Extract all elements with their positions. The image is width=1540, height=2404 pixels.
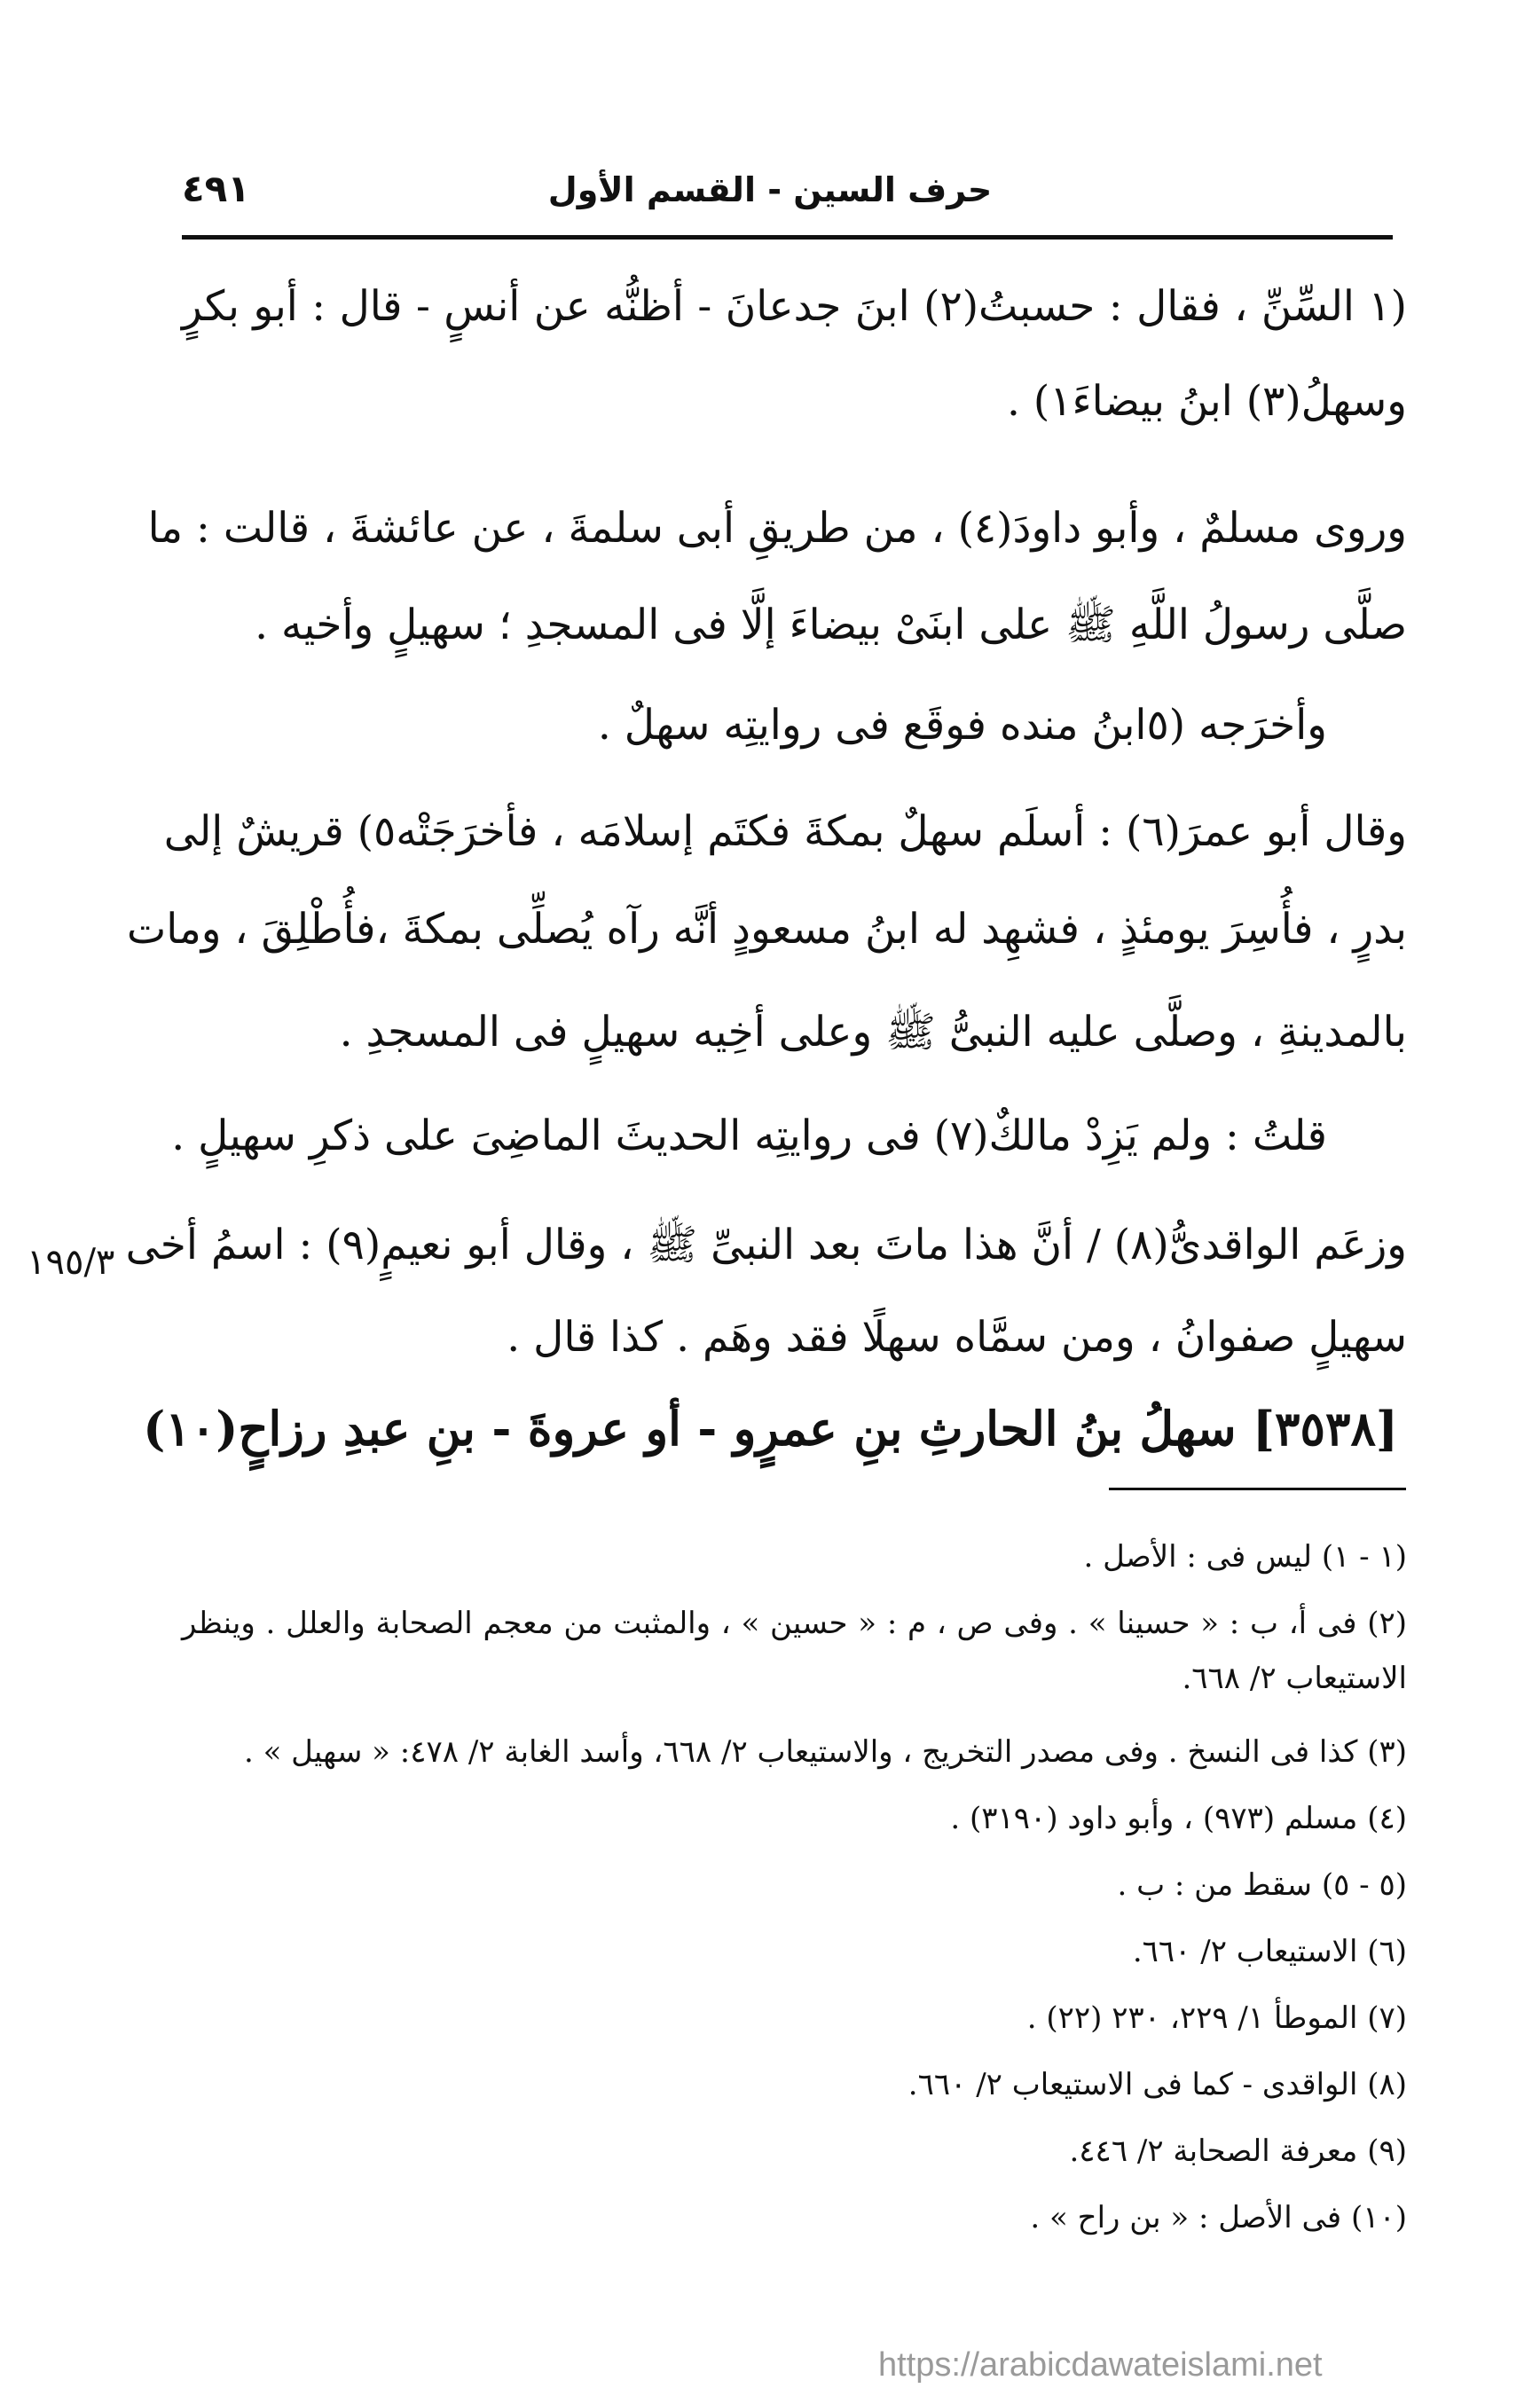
- body-line: بدرٍ ، فأُسِرَ يومئذٍ ، فشهِد له ابنُ مسعودٍ أنَّه رآه يُصلِّى بمكةَ ،فأُطْلِقَ ، ومات: [127, 905, 1407, 954]
- footnote: (٦) الاستيعاب ٢/ ٦٦٠.: [1132, 1934, 1407, 1969]
- body-line: سهيلٍ صفوانُ ، ومن سمَّاه سهلًا فقد وهَم . كذا قال .: [507, 1313, 1407, 1362]
- body-line: وزعَم الواقدىُّ(٨) / أنَّ هذا ماتَ بعد النبىِّ ﷺ ، وقال أبو نعيمٍ(٩) : اسمُ أخى: [125, 1221, 1407, 1269]
- footnote: (٨) الواقدى - كما فى الاستيعاب ٢/ ٦٦٠.: [908, 2067, 1407, 2102]
- footnote: (٩) معرفة الصحابة ٢/ ٤٤٦.: [1069, 2133, 1407, 2169]
- footnote: (٤) مسلم (٩٧٣) ، وأبو داود (٣١٩٠) .: [950, 1801, 1407, 1836]
- body-line: وسهلُ(٣) ابنُ بيضاءَ١) .: [1007, 377, 1407, 426]
- body-line: وروى مسلمٌ ، وأبو داودَ(٤) ، من طريقِ أبى سلمةَ ، عن عائشةَ ، قالت : ما: [147, 504, 1407, 553]
- footnote: (١ - ١) ليس فى : الأصل .: [1083, 1539, 1407, 1575]
- body-line: بالمدينةِ ، وصلَّى عليه النبىُّ ﷺ وعلى أخِيه سهيلٍ فى المسجدِ .: [339, 1008, 1407, 1057]
- footnote: (٣) كذا فى النسخ . وفى مصدر التخريج ، والاستيعاب ٢/ ٦٦٨، وأسد الغابة ٢/ ٤٧٨: « سهيل » .: [243, 1734, 1407, 1770]
- body-line: وأخرَجه (٥ابنُ منده فوقَع فى روايتِه سهلٌ .: [597, 701, 1327, 750]
- body-line: (١ السِّنِّ ، فقال : حسبتُ(٢) ابنَ جدعانَ - أظنُّه عن أنسٍ - قال : أبو بكرٍ: [182, 282, 1407, 331]
- entry-heading: [٣٥٣٨] سهلُ بنُ الحارثِ بنِ عمرٍو - أو عروةَ - بنِ عبدِ رزاحٍ(١٠): [143, 1402, 1398, 1457]
- footnote: الاستيعاب ٢/ ٦٦٨.: [1182, 1661, 1407, 1696]
- footnote-rule: [1109, 1488, 1406, 1490]
- body-line: صلَّى رسولُ اللَّهِ ﷺ على ابنَىْ بيضاءَ إلَّا فى المسجدِ ؛ سهيلٍ وأخيه .: [255, 601, 1407, 649]
- margin-reference: ١٩٥/٣: [27, 1242, 115, 1283]
- watermark-url: https://arabicdawateislami.net: [878, 2346, 1323, 2384]
- footnote: (٢) فى أ، ب : « حسينا » . وفى ص ، م : « حسين » ، والمثبت من معجم الصحابة والعلل . وينظر: [182, 1606, 1407, 1641]
- page-number: ٤٩١: [182, 167, 250, 210]
- header-rule: [182, 235, 1393, 240]
- body-line: وقال أبو عمرَ(٦) : أسلَم سهلٌ بمكةَ فكتَم إسلامَه ، فأخرَجَتْه٥) قريشٌ إلى: [163, 807, 1407, 856]
- footnote: (٧) الموطأ ١/ ٢٢٩، ٢٣٠ (٢٢) .: [1026, 2000, 1407, 2036]
- running-header-title: حرف السين - القسم الأول: [547, 170, 993, 209]
- body-line: قلتُ : ولم يَزِدْ مالكٌ(٧) فى روايتِه الحديثَ الماضِىَ على ذكرِ سهيلٍ .: [171, 1112, 1327, 1160]
- footnote: (٥ - ٥) سقط من : ب .: [1117, 1867, 1407, 1903]
- footnote: (١٠) فى الأصل : « بن راح » .: [1030, 2200, 1407, 2235]
